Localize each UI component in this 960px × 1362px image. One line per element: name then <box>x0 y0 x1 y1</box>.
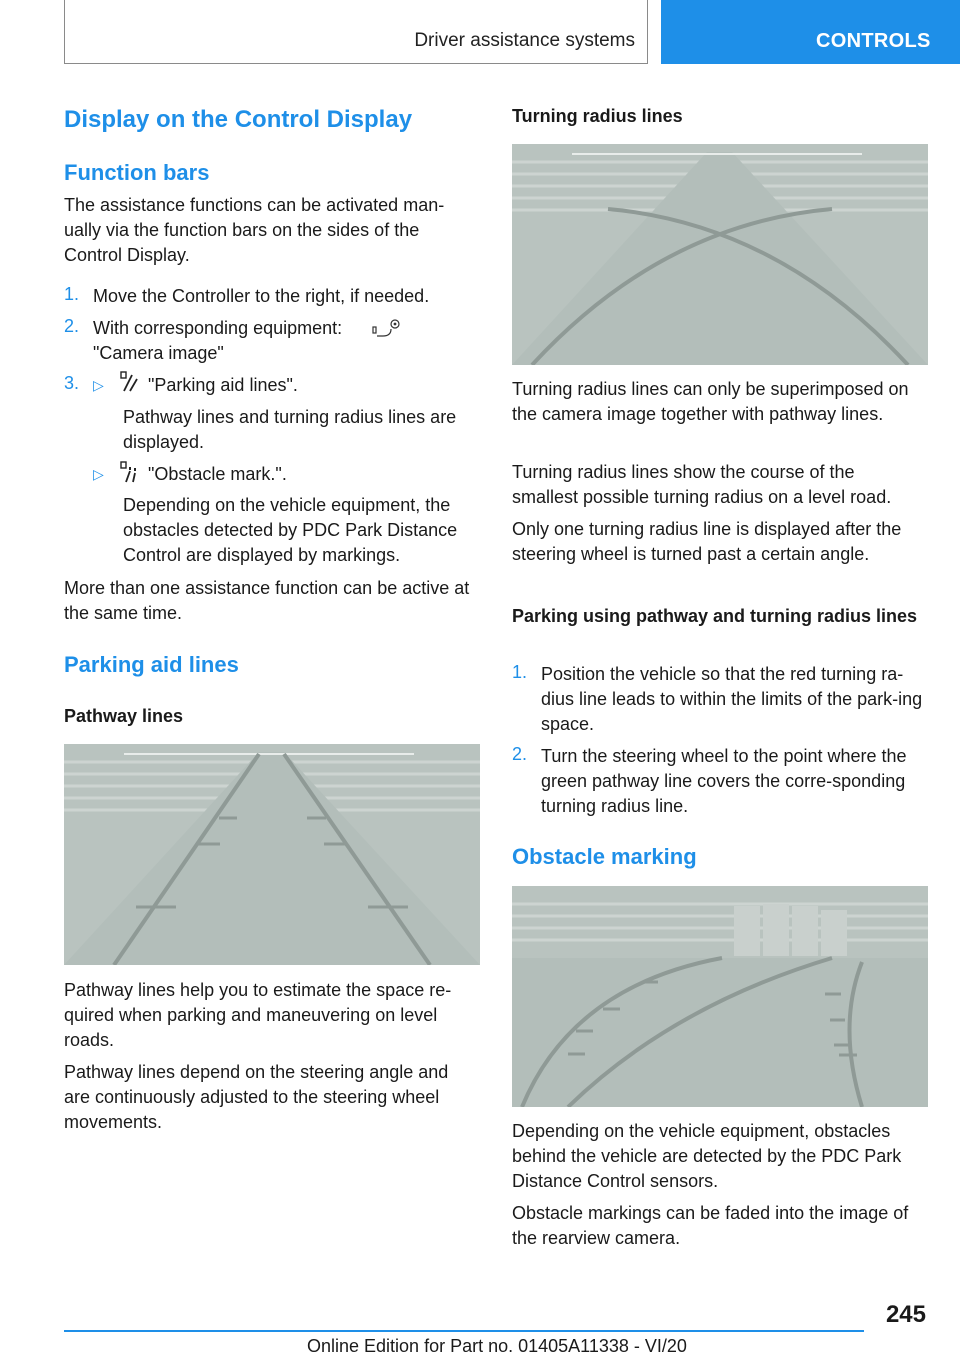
triangle-bullet-icon: ▷ <box>93 466 104 482</box>
turning-radius-desc-3: Only one turning radius line is displayed after the steering wheel is turned past a certain angle. <box>512 519 902 564</box>
parking-step-1-text: Position the vehicle so that the red turning ra-dius line leads to within the limits of the park-ing space. <box>541 664 923 734</box>
step-number-3: 3. <box>64 373 80 393</box>
step-2-text: With corresponding equipment: <box>93 318 343 338</box>
obstacle-marking-desc-1: Depending on the vehicle equipment, obstacles behind the vehicle are detected by the PDC Park Distance Control sensors. <box>512 1121 902 1191</box>
parking-aid-lines-desc: Pathway lines and turning radius lines are displayed. <box>123 407 457 452</box>
section-title: Driver assistance systems <box>414 30 635 51</box>
triangle-bullet-icon: ▷ <box>93 377 104 393</box>
heading-display-on-control-display: Display on the Control Display <box>64 106 413 133</box>
turning-radius-desc-2: Turning radius lines show the course of the smallest possible turning radius on a level road. <box>512 462 892 507</box>
turning-radius-illustration <box>512 144 928 365</box>
step-2-camera-image: "Camera image" <box>93 343 224 363</box>
heading-turning-radius-lines: Turning radius lines <box>512 106 683 126</box>
parking-aid-lines-label: "Parking aid lines". <box>148 375 298 395</box>
step-number-1: 1. <box>512 662 528 682</box>
obstacle-mark-icon <box>120 461 140 483</box>
turning-radius-desc-1: Turning radius lines can only be superimposed on the camera image together with pathway lines. <box>512 379 909 424</box>
step-number-2: 2. <box>512 744 528 764</box>
multiple-functions-note: More than one assistance function can be active at the same time. <box>64 578 470 623</box>
heading-parking-aid-lines: Parking aid lines <box>64 652 239 677</box>
parking-lines-icon <box>120 371 140 393</box>
pathway-lines-desc-2: Pathway lines depend on the steering angle and are continuously adjusted to the steering wheel movements. <box>64 1062 449 1132</box>
footer-divider <box>64 1330 864 1332</box>
heading-obstacle-marking: Obstacle marking <box>512 844 697 869</box>
page-number: 245 <box>885 1301 926 1328</box>
pathway-lines-illustration <box>64 744 480 965</box>
header-chapter-tab <box>661 0 960 64</box>
heading-function-bars: Function bars <box>64 160 210 185</box>
heading-parking-using-lines: Parking using pathway and turning radius lines <box>512 606 918 626</box>
edition-note: Online Edition for Part no. 01405A11338 - VI/20 <box>307 1336 687 1356</box>
obstacle-marking-illustration <box>512 886 928 1107</box>
step-1-text: Move the Controller to the right, if needed. <box>93 286 430 306</box>
chapter-title: CONTROLS <box>816 30 931 52</box>
step-number-1: 1. <box>64 284 80 304</box>
pathway-lines-desc-1: Pathway lines help you to estimate the space re-quired when parking and maneuvering on level roads. <box>64 980 452 1050</box>
obstacle-mark-label: "Obstacle mark.". <box>148 464 287 484</box>
camera-settings-icon <box>369 317 403 341</box>
obstacle-marking-desc-2: Obstacle markings can be faded into the image of the rearview camera. <box>512 1203 909 1248</box>
parking-step-2-text: Turn the steering wheel to the point where the green pathway line covers the corre-sponding turning radius line. <box>541 746 907 816</box>
function-bars-intro: The assistance functions can be activated man-ually via the function bars on the sides of the Control Display. <box>64 195 445 265</box>
step-number-2: 2. <box>64 316 80 336</box>
header-section-box <box>64 0 648 64</box>
heading-pathway-lines: Pathway lines <box>64 706 184 726</box>
obstacle-mark-desc: Depending on the vehicle equipment, the obstacles detected by PDC Park Distance Control are displayed by markings. <box>123 495 458 565</box>
